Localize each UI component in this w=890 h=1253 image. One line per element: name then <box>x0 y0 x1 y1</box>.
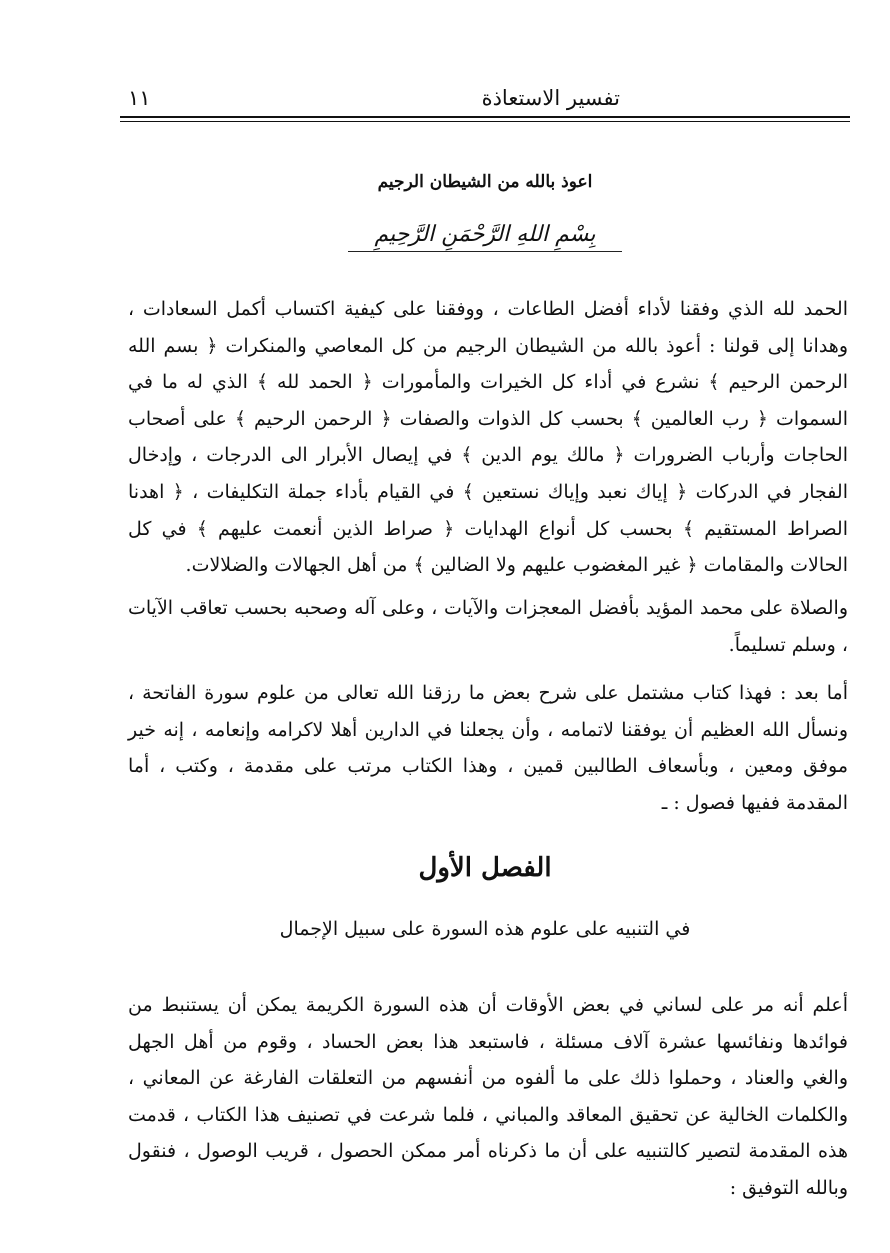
running-title: تفسير الاستعاذة <box>481 86 620 110</box>
header-rule <box>120 116 850 118</box>
chapter-title: الفصل الأول <box>418 853 552 883</box>
page-number: ١١ <box>128 86 151 110</box>
basmala-text: بِسْمِ اللهِ الرَّحْمَنِ الرَّحِيمِ <box>348 222 621 252</box>
basmala-calligraphy <box>120 222 850 282</box>
chapter-subtitle: في التنبيه على علوم هذه السورة على سبيل الإجمال <box>279 918 691 940</box>
introduction-paragraph: أما بعد : فهذا كتاب مشتمل على شرح بعض ما رزقنا الله تعالى من علوم سورة الفاتحة ، ونسأل الله العظيم أن يوفقنا لاتمامه ، وأن يجعلنا في الدارين أهلا لاكرامه وإنعامه ، إنه خير موفق ومعين ، وبأسعاف الطالبين قمين ، وهذا الكتاب مرتب على مقدمة ، وكتب ، أما المقدمة ففيها فصول : ـ <box>128 682 848 814</box>
salutation-paragraph: والصلاة على محمد المؤيد بأفضل المعجزات والآيات ، وعلى آله وصحبه بحسب تعاقب الآيات ، وسلم تسليماً. <box>128 597 848 656</box>
opening-paragraph: الحمد لله الذي وفقنا لأداء أفضل الطاعات ، ووفقنا على كيفية اكتساب أكمل السعادات ، وهدانا إلى قولنا : أعوذ بالله من الشيطان الرجيم من كل المعاصي والمنكرات ﴿ بسم الله الرحمن الرحيم ﴾ نشرع في أداء كل الخيرات والمأمورات ﴿ الحمد لله ﴾ الذي له ما في السموات ﴿ رب العالمين ﴾ بحسب كل الذوات والصفات ﴿ الرحمن الرحيم ﴾ على أصحاب الحاجات وأرباب الضرورات ﴿ مالك يوم الدين ﴾ في إيصال الأبرار الى الدرجات ، وإدخال الفجار في الدركات ﴿ إياك نعبد وإياك نستعين ﴾ في القيام بأداء جملة التكليفات ، ﴿ اهدنا الصراط المستقيم ﴾ بحسب كل أنواع الهدايات ﴿ صراط الذين أنعمت عليهم ﴾ في كل الحالات والمقامات ﴿ غير المغضوب عليهم ولا الضالين ﴾ من أهل الجهالات والضلالات. <box>128 298 848 577</box>
istiadha-heading: اعوذ بالله من الشيطان الرجيم <box>377 172 593 192</box>
chapter-body-paragraph: أعلم أنه مر على لساني في بعض الأوقات أن هذه السورة الكريمة يمكن أن يستنبط من فوائدها ونفائسها عشرة آلاف مسئلة ، فاستبعد هذا بعض الحساد ، وقوم من أهل الجهل والغي والعناد ، وحملوا ذلك على ما ألفوه من أنفسهم من التعلقات الفارغة عن المعاني ، والكلمات الخالية عن تحقيق المعاقد والمباني ، فلما شرعت في تصنيف هذا الكتاب ، قدمت هذه المقدمة لتصير كالتنبيه على أن ما ذكرناه أمر ممكن الحصول ، قريب الوصول ، فنقول وبالله التوفيق : <box>128 994 848 1199</box>
page-header <box>120 80 850 120</box>
